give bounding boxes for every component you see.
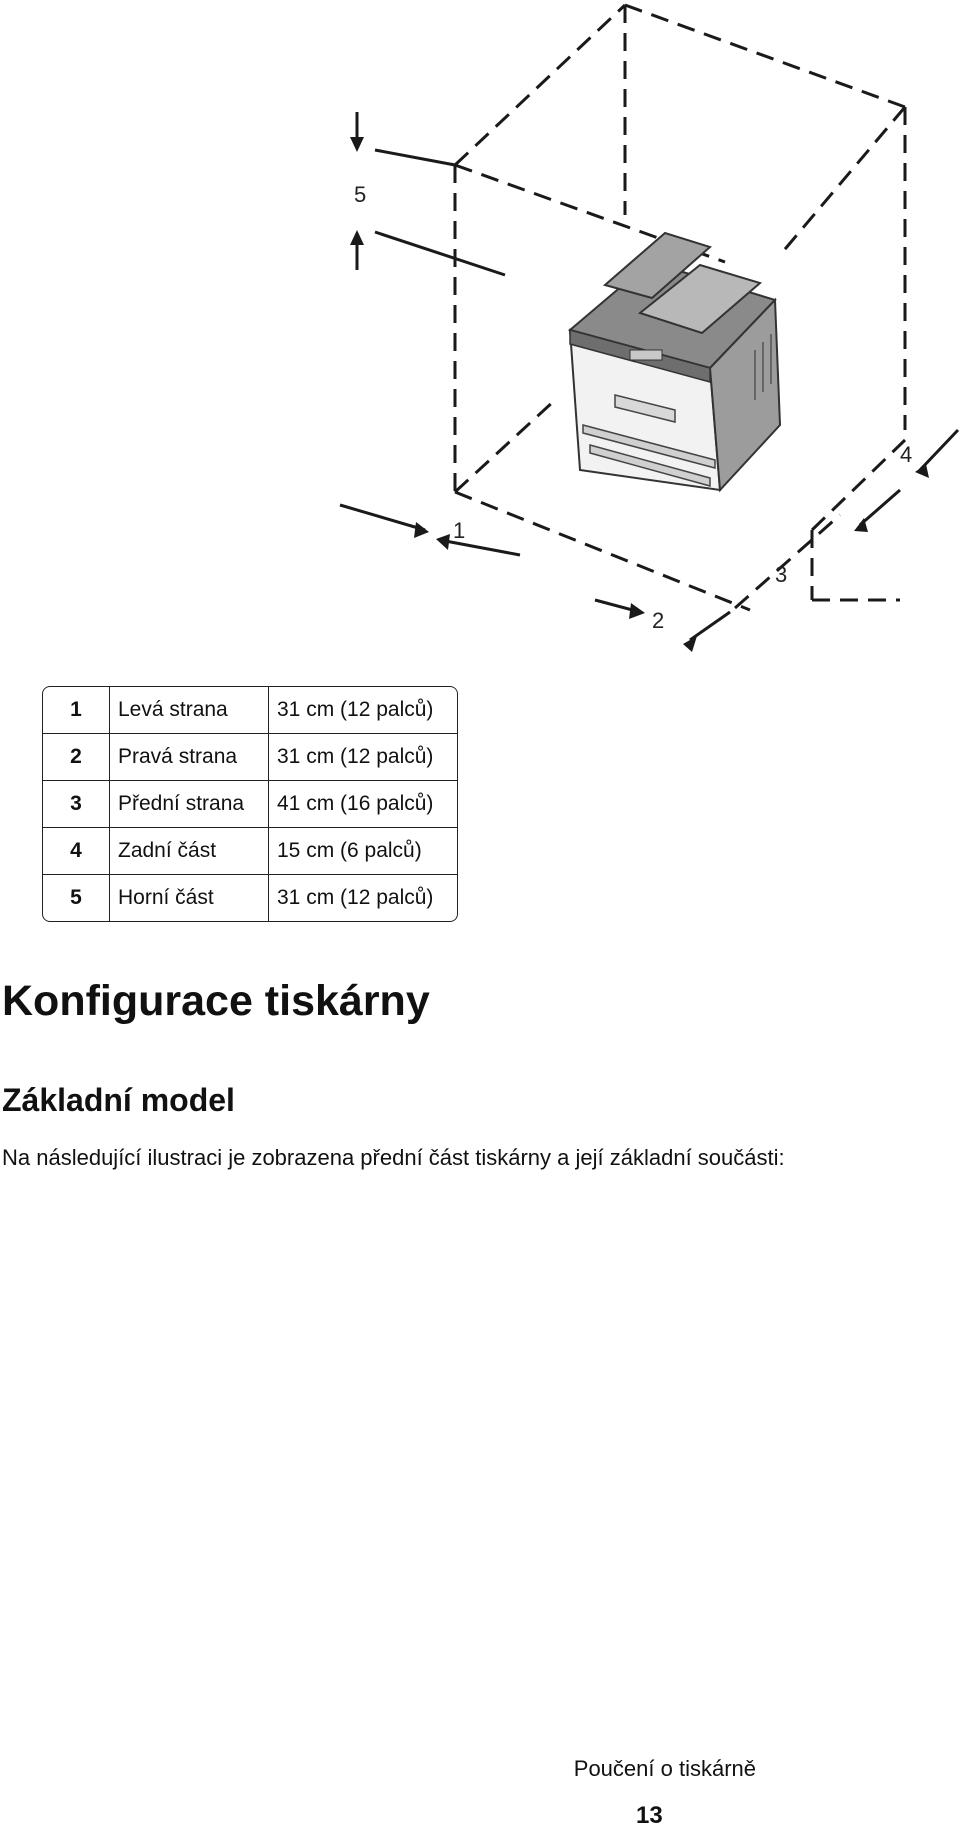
row-number: 1 (43, 687, 110, 734)
table-row (43, 828, 457, 875)
distance-value: 15 cm (6 palců) (269, 828, 457, 875)
side-label: Zadní část (110, 828, 269, 875)
distance-value: 31 cm (12 palců) (269, 734, 457, 781)
callout-5: 5 (354, 182, 367, 207)
distance-value: 31 cm (12 palců) (277, 886, 434, 909)
intro-paragraph: Na následující ilustraci je zobrazena přední část tiskárny a její základní součásti: (2, 1145, 785, 1170)
distance-value: 31 cm (12 palců) (269, 687, 457, 734)
distance-value: 41 cm (16 palců) (269, 781, 457, 828)
side-label: Pravá strana (110, 734, 269, 781)
callout-2: 2 (652, 608, 665, 633)
callout-3: 3 (775, 562, 788, 587)
table-row (43, 687, 457, 734)
side-label: Levá strana (110, 687, 269, 734)
table-row (43, 734, 457, 781)
row-number: 3 (43, 781, 110, 828)
side-label: Přední strana (110, 781, 269, 828)
printer-icon (570, 233, 780, 490)
page-number: 13 (636, 1802, 663, 1829)
side-label: Horní část (110, 875, 269, 921)
callout-4: 4 (900, 442, 913, 467)
row-number: 5 (43, 875, 110, 921)
section-title: Konfigurace tiskárny (2, 977, 430, 1025)
printer-clearance-illustration (354, 0, 960, 660)
clearance-table (42, 686, 458, 922)
section-subtitle: Základní model (2, 1082, 235, 1118)
callout-1: 1 (453, 518, 466, 543)
row-number: 2 (43, 734, 110, 781)
row-number: 4 (43, 828, 110, 875)
table-row (43, 875, 457, 921)
footer-title: Poučení o tiskárně (573, 1756, 756, 1781)
table-row (43, 781, 457, 828)
